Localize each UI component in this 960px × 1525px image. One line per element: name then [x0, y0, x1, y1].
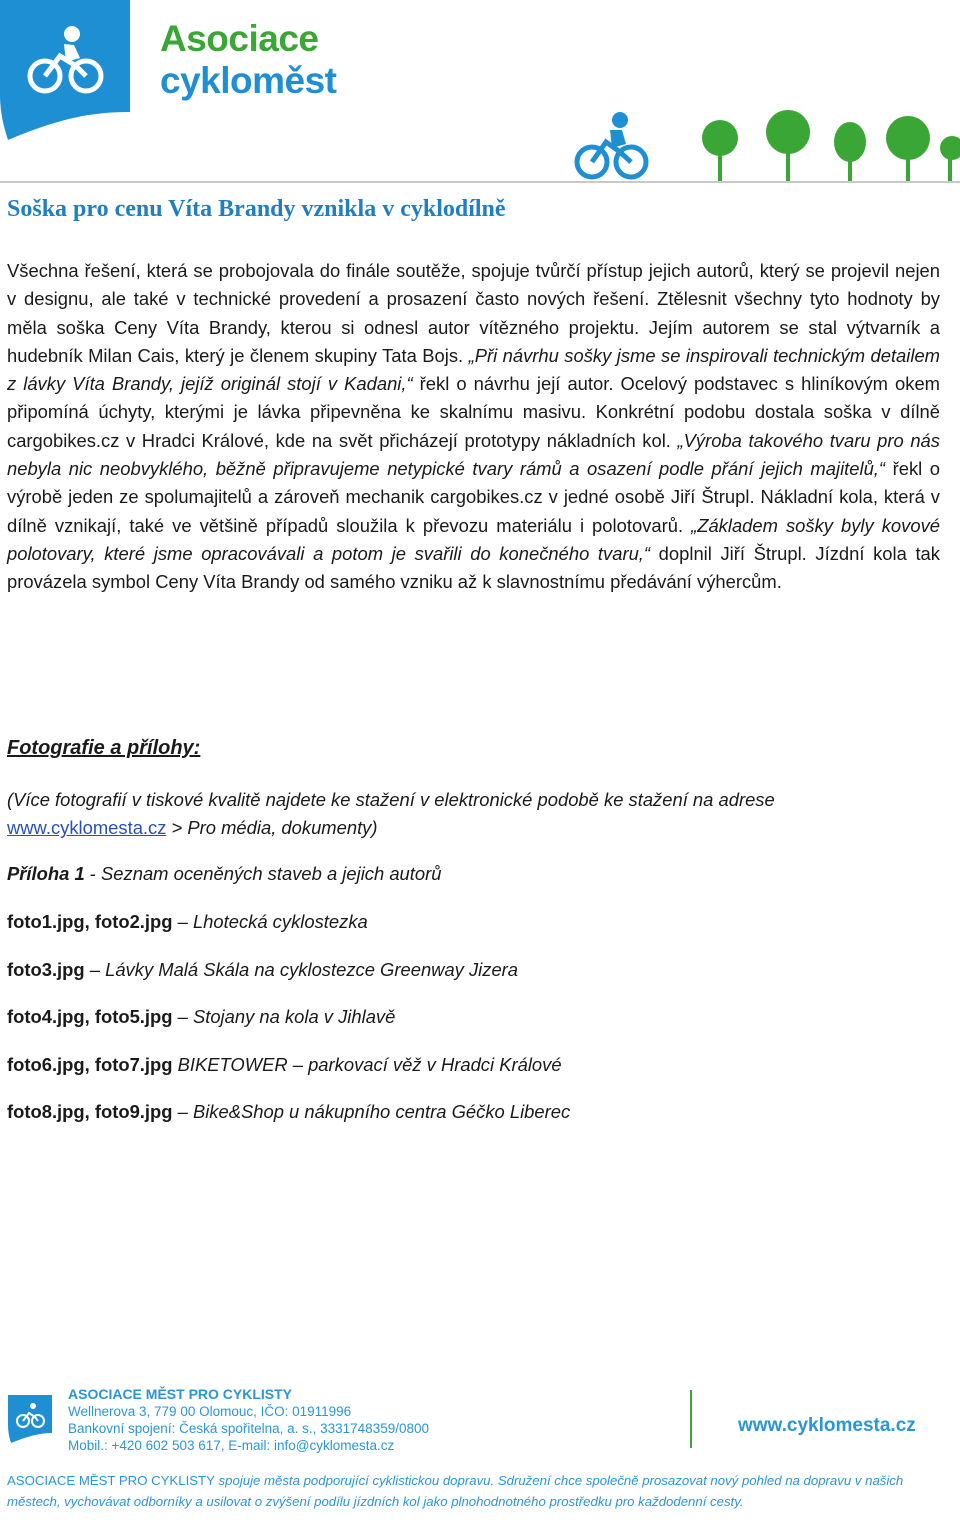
attachment-item	[7, 959, 518, 981]
footer-bank: Bankovní spojení: Česká spořitelna, a. s., 3331748359/0800	[68, 1421, 429, 1436]
footer-url-link[interactable]: www.cyklomesta.cz	[738, 1415, 916, 1436]
attachment-item	[7, 1054, 562, 1076]
header-cyclist-trees-icon	[568, 108, 960, 182]
logo-shield-icon	[0, 0, 132, 140]
attachments-heading: Fotografie a přílohy:	[7, 737, 201, 759]
attachment-name: foto4.jpg, foto5.jpg	[7, 1006, 173, 1027]
attachment-name: Příloha 1	[7, 863, 85, 884]
attachment-separator: –	[172, 1101, 193, 1122]
article-quote: „Výroba takového tvaru pro nás nebyla nic neobvyklého, běžně připravujeme netypické tvary rámů a osazení podle přání jejich majitelů,“	[7, 429, 940, 480]
attachment-description: BIKETOWER – parkovací věž v Hradci Králové	[177, 1054, 562, 1075]
attachment-separator: –	[172, 1006, 193, 1027]
attachment-item	[7, 1101, 570, 1123]
footer-contact: Mobil.: +420 602 503 617, E-mail: info@cyklomesta.cz	[68, 1438, 395, 1453]
attachment-item	[7, 911, 368, 933]
article-sentence: řekl o výrobě jeden ze spolumajitelů a zároveň mechanik cargobikes.cz v jedné osobě Jiří Štrupl. Nákladní kola, která v dílně vznikají, také ve většině případů sloužila k převozu materiálu i polotovarů.	[7, 458, 940, 536]
article-sentence: řekl o návrhu její autor. Ocelový podstavec s hliníkovým okem připomíná úchyty, kterými je lávka připevněna ke skalnímu masivu. Konkrétní podobu dostala soška v dílně cargobikes.cz v Hradci Králové, kde na svět přicházejí prototypy nákladních kol.	[7, 373, 941, 451]
cyklomesta-link[interactable]: www.cyklomesta.cz	[7, 817, 167, 839]
article-body	[7, 257, 940, 597]
page-title: Soška pro cenu Víta Brandy vznikla v cyklodílně	[7, 196, 506, 222]
footer-mission-text: spojuje města podporující cyklistickou dopravu. Sdružení chce společně prosazovat nový pohled na dopravu v našich městech, vychovávat odborníky a usilovat o zvýšení podílu jízdních kol jako plnohodnotného prostředku pro každodenní cesty.	[7, 1473, 904, 1509]
footer-org-name: ASOCIACE MĚST PRO CYKLISTY	[68, 1386, 293, 1402]
article-quote: „Základem sošky byly kovové polotovary, které jsme opracovávali a potom je svařili do konečného tvaru,“	[7, 514, 941, 564]
footer-address: Wellnerova 3, 779 00 Olomouc, IČO: 01911996	[68, 1404, 352, 1419]
article-sentence: doplnil Jiří Štrupl. Jízdní kola tak provázela symbol Ceny Víta Brandy od samého vzniku až k slavnostnímu předávání výhercům.	[7, 542, 940, 593]
attachment-separator: -	[84, 863, 102, 884]
attachment-description: Stojany na kola v Jihlavě	[192, 1006, 396, 1027]
article-quote: „Při návrhu sošky jsme se inspirovali technickým detailem z lávky Víta Brandy, jejíž originál stojí v Kadani,“	[7, 344, 940, 395]
attachment-name: foto3.jpg	[7, 959, 85, 980]
footer-divider	[690, 1390, 692, 1448]
attachment-description: Lávky Malá Skála na cyklostezce Greenway Jizera	[105, 959, 519, 980]
attachment-name: foto6.jpg, foto7.jpg	[7, 1054, 173, 1075]
footer-mission-lead: ASOCIACE MĚST PRO CYKLISTY	[7, 1473, 215, 1488]
attachment-name: foto8.jpg, foto9.jpg	[7, 1101, 173, 1122]
attachment-description: Lhotecká cyklostezka	[192, 911, 368, 932]
note-suffix: > Pro média, dokumenty)	[166, 817, 378, 839]
footer-logo-icon	[8, 1395, 52, 1443]
attachments-note	[7, 786, 937, 843]
attachment-item	[7, 1006, 395, 1028]
attachment-name: foto1.jpg, foto2.jpg	[7, 911, 173, 932]
logo-text-line2: cykloměst	[160, 60, 337, 101]
note-text: (Více fotografií v tiskové kvalitě najdete ke stažení v elektronické podobě ke stažení na adrese	[7, 789, 775, 810]
attachment-description: Seznam oceněných staveb a jejich autorů	[101, 863, 442, 884]
logo-text-line1: Asociace	[160, 18, 319, 59]
attachment-description: Bike&Shop u nákupního centra Géčko Liberec	[192, 1101, 571, 1122]
attachment-item	[7, 863, 441, 885]
header-divider	[0, 181, 960, 183]
article-sentence: Všechna řešení, která se probojovala do finále soutěže, spojuje tvůrčí přístup jejich autorů, který se projevil nejen v designu, ale také v technické provedení a prosazení často nových řešení. Ztělesnit všechny tyto hodnoty by měla soška Ceny Víta Brandy, kterou si odnesl autor vítězného projektu. Jejím autorem se stal výtvarník a hudebník Milan Cais, který je členem skupiny Tata Bojs.	[7, 260, 940, 366]
attachment-separator: –	[84, 959, 106, 980]
attachment-separator: –	[172, 911, 193, 932]
footer-mission	[7, 1470, 952, 1512]
